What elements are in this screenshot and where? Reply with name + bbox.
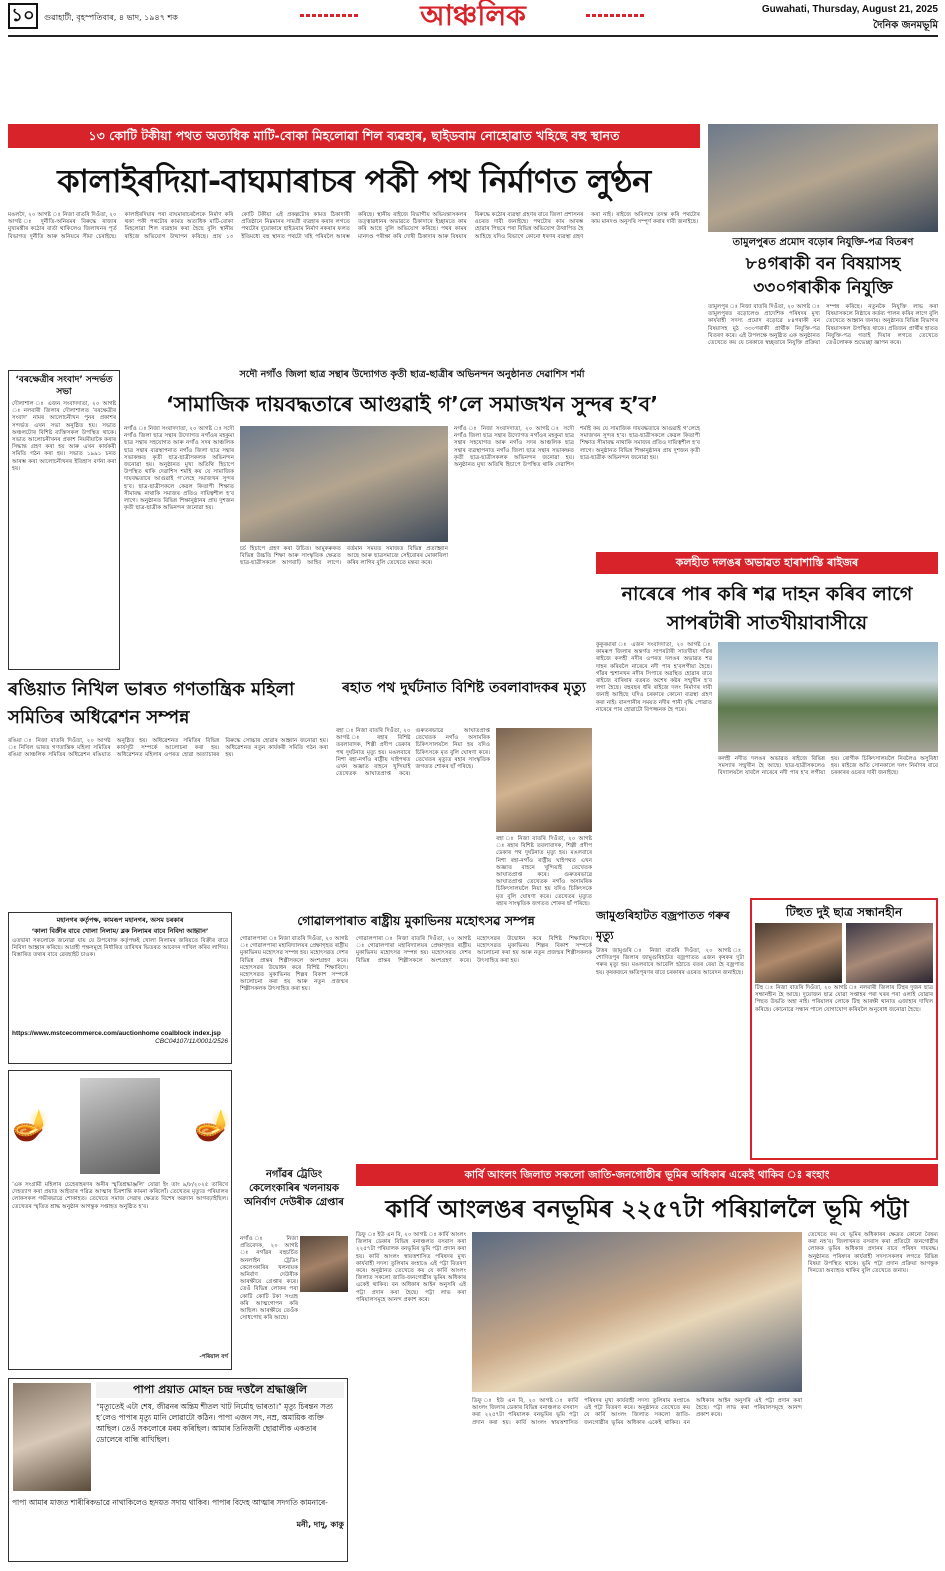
obituary2-sign: মনী, দাদু, কাকু bbox=[296, 1520, 344, 1529]
ornament-rule bbox=[586, 14, 646, 17]
notice-title: মহানগৰ কৰ্তৃপক্ষ, কামৰূপ মহানগৰ, অসম চৰকাৰ bbox=[56, 916, 184, 924]
section-title: আঞ্চলিক bbox=[420, 0, 526, 32]
notice-url[interactable]: https://www.mstcecommerce.com/auctionhome coalblock index.jsp bbox=[12, 1030, 221, 1037]
page-number: ১০ bbox=[8, 3, 38, 29]
mahila-headline: ৰঙিয়াত নিখিল ভাৰত গণতান্ত্ৰিক মহিলা সমিতিৰ অধিৱেশন সম্পন্ন bbox=[8, 679, 295, 728]
accident-body-col2: ৰহা ঃ নিজা বাতৰি দিওঁতা, ২০ আগষ্ট ঃ ৰহাৰ বিশিষ্ট তবলাবাদক, শিল্পী প্ৰদীপ ডেকাৰ পথ দুৰ্ঘটনাত মৃত্যু হয়। মঙলবাৰে নিশা ৰহা-নগাঁও ৰাষ্ট্ৰীয় ঘাইপথত এখন অজ্ঞাত বাহনে খুন্দিয়াই তেখেতক আঘাতপ্ৰাপ্ত কৰে। গুৰুতৰভাৱে আঘাতপ্ৰাপ্ত তেখেতক নগাঁও অসামৰিক চিকিৎসালয়লৈ নিয়া হয় যদিও চিকিৎসকে মৃত বুলি ঘোষণা কৰে। তেখেতৰ মৃত্যুত ৰহাৰ সাংস্কৃতিক জগতত শোকৰ ছাঁ পৰিছে। bbox=[496, 836, 592, 907]
mukabhinay-body: গোৱালপাৰা ঃ নিজা বাতৰি দিওঁতা, ২০ আগষ্ট ঃ গোৱালপাৰা মহাবিদ্যালয়ৰ প্ৰেক্ষাগৃহত ৰাষ্ট্ৰীয় মুকাভিনয় মহোৎসৱ সম্পন্ন হয়। মহোৎসৱত দেশৰ বিভিন্ন প্ৰান্তৰ শিল্পীসকলে অংশগ্ৰহণ কৰে। মহোৎসৱৰ উদ্বোধন কৰে বিশিষ্ট শিক্ষাবিদে। মহোৎসৱত মুকাভিনয় শিল্পৰ বিকাশ সম্পৰ্কে আলোচনা কৰা হয় আৰু নতুন প্ৰজন্মৰ শিল্পীসকলক উৎসাহিত কৰা হয়। bbox=[240, 936, 348, 993]
notice-box bbox=[8, 912, 232, 1064]
notice-ref: CBC04107/11/0001/2526 bbox=[155, 1038, 228, 1045]
obituary-body: ‘এক সংগ্ৰামী মহিলাৰ চেহেৰাহৰণৰ অনীৰ স্মৃতিশ্ৰদ্ধাঞ্জলি’ যোৱা ইং তাং ৯/৮/২০২৫ তাৰিখে দেহত্যাগ কৰা প্ৰয়াত আইতাৰ পৱিত্ৰ আত্মাৰ চিৰশান্তি কামনা কৰিলোঁ। তেখেতৰ মৃত্যুত পৰিয়ালৰ লোকসকল গভীৰভাৱে শোকাহত। তেখেতে সমাজ সেৱাৰ ক্ষেত্ৰত বিশেষ অৱদান আগবঢ়াইছিল। তেখেতৰ স্মৃতিত শ্ৰাদ্ধ অনুষ্ঠান আগন্তুক সপ্তাহত অনুষ্ঠিত হ’ব। bbox=[12, 1182, 228, 1210]
accident-body: ৰহা ঃ নিজা বাতৰি দিওঁতা, ২০ আগষ্ট ঃ ৰহাৰ বিশিষ্ট তবলাবাদক, শিল্পী প্ৰদীপ ডেকাৰ পথ দুৰ্ঘটনাত মৃত্যু হয়। মঙলবাৰে নিশা ৰহা-নগাঁও ৰাষ্ট্ৰীয় ঘাইপথত এখন অজ্ঞাত বাহনে খুন্দিয়াই তেখেতক আঘাতপ্ৰাপ্ত কৰে। গুৰুতৰভাৱে আঘাতপ্ৰাপ্ত তেখেতক নগাঁও অসামৰিক চিকিৎসালয়লৈ নিয়া হয় যদিও চিকিৎসকে মৃত বুলি ঘোষণা কৰে। তেখেতৰ মৃত্যুত ৰহাৰ সাংস্কৃতিক জগতত শোকৰ ছাঁ পৰিছে। bbox=[336, 728, 490, 778]
jamuguri-body: উত্তৰ জামুগুৰি ঃ নিজা বাতৰি দিওঁতা, ২০ আগষ্ট ঃ শোণিতপুৰ জিলাৰ জামুগুৰিহাটত বজ্ৰপাতত এজন কৃষকৰ দুটা গৰুৰ মৃত্যু হয়। মঙলবাৰে আবেলি হঠাতে বতৰ বেয়া হৈ বজ্ৰপাত হয়। কৃষকজনে ক্ষতিপূৰণৰ বাবে চৰকাৰৰ ওচৰত আবেদন জনাইছে। bbox=[596, 948, 744, 976]
obituary-box bbox=[8, 1070, 232, 1370]
missing-headline: টিহুত দুই ছাত্ৰ সন্ধানহীন bbox=[785, 905, 903, 919]
karbi-body: ডিফু ঃ ইউ এন বি, ২০ আগষ্ট ঃ কাৰ্বি আংলং জিলাৰ ডেকাৰ বিভিন্ন বনাঞ্চলত বসবাস কৰা ২২৫৭টা পৰিয়ালক বনভূমিৰ ভূমি পট্টা প্ৰদান কৰা হয়। কাৰ্বি আংলং স্বায়ত্তশাসিত পৰিষদৰ মুখ্য কাৰ্যবাহী সদস্য তুলিৰাম ৰংহাঙে এই পট্টা বিতৰণ কৰে। অনুষ্ঠানত তেখেতে কয় যে কাৰ্বি আংলং জিলাত সকলো জাতি-জনগোষ্ঠীৰ ভূমিৰ অধিকাৰ একেই থাকিব। বন অধিকাৰ আইন অনুসৰি এই পট্টা প্ৰদান কৰা হৈছে। পট্টা লাভ কৰা পৰিয়ালসমূহে আনন্দ প্ৰকাশ কৰে। bbox=[356, 1232, 466, 1303]
paper-name: দৈনিক জনমভূমি bbox=[873, 20, 938, 31]
mukabhinay-headline: গোৱালপাৰাত ৰাষ্ট্ৰীয় মুকাভিনয় মহোৎসৱ সম্পন্ন bbox=[297, 913, 535, 928]
missing-box bbox=[750, 898, 938, 1160]
date-assamese: গুৱাহাটী, বৃহস্পতিবাৰ, ৪ ভাদ, ১৯৪৭ শক bbox=[44, 13, 178, 22]
kalhi-body: কুকুৰমাৰা ঃ এজন সংবাদদাতা, ২০ আগষ্ট ঃ কামৰূপ জিলাৰ অন্তৰ্গত সাপৰটাৰী সাতখীয়া গাঁৱৰ ৰাইজে কলহী নদীৰ ওপৰত দলঙৰ অভাৱত শৱ দাহন কৰিবলৈ নাৰেৰে নদী পাৰ হ’বলগীয়া হৈছে। গাঁৱৰ শ্মশানখন নদীৰ সিপাৰে অৱস্থিত হোৱাৰ বাবে ৰাইজে বাৰিষাৰ বতৰত অশেষ কষ্টৰ সন্মুখীন হ’ব লগা হৈছে। বহুবছৰ ধৰি ৰাইজে দলং নিৰ্মাণৰ দাবী জনাই আহিছে যদিও চৰকাৰে কোনো ব্যৱস্থা গ্ৰহণ কৰা নাই। বানপানীৰ সময়ত নদীৰ পানী বৃদ্ধি পোৱাত নাৰেৰে পাৰ হোৱাটো বিপজ্জনক হৈ পৰে। bbox=[596, 642, 712, 713]
brief-box bbox=[8, 370, 120, 670]
accident-headline: ৰহাত পথ দুৰ্ঘটনাত বিশিষ্ট তবলাবাদকৰ মৃত্যু bbox=[342, 680, 586, 696]
award-photo bbox=[708, 124, 938, 232]
date-english: Guwahati, Thursday, August 21, 2025 bbox=[761, 4, 938, 15]
obituary2-box bbox=[8, 1378, 348, 1562]
student-photo bbox=[755, 923, 842, 983]
father-photo bbox=[13, 1383, 91, 1491]
lamp-icon: 🪔 bbox=[12, 1108, 50, 1143]
notice-body: এতদ্বাৰা সকলোকে জনোৱা যায় যে উপৰোক্ত কৰ্তৃপক্ষই খোলা নিলামৰ জৰিয়তে বিক্ৰীৰ বাবে নিবিদা আহ্বান কৰিছে। আগ্ৰহী পক্ষসমূহে নিৰ্ধাৰিত তাৰিখৰ ভিতৰত আবেদন দাখিল কৰিব লাগিব। বিস্তাৰিত তথ্যৰ বাবে ৱেবছাইট চাওক। bbox=[12, 938, 228, 959]
second-body: নগাঁও ঃ নিজা সংবাদদাতা, ২০ আগষ্ট ঃ সদৌ নগাঁও জিলা ছাত্ৰ সন্থাৰ উদ্যোগত নগাঁওৰ মহকুমা ছাত্ৰ সন্থাৰ সহযোগত আৰু নগাঁও সদৰ আঞ্চলিক ছাত্ৰ সন্থাৰ ব্যৱস্থাপনাত নগাঁও জিলা ছাত্ৰ সন্থাৰ সভাকক্ষত কৃতী ছাত্ৰ-ছাত্ৰীসকলক অভিনন্দন জনোৱা হয়। অনুষ্ঠানত মুখ্য অতিথি হিচাপে উপস্থিত থাকি দেৱাশিস শৰ্মাই কয় যে সামাজিক দায়বদ্ধতাৰে আগুৱাই গ’লেহে সমাজখন সুন্দৰ হ’ব। ছাত্ৰ-ছাত্ৰীসকলে কেৱল কিতাপী শিক্ষাত সীমাবদ্ধ নাথাকি সমাজৰ প্ৰতিও দায়িত্বশীল হ’ব লাগে। অনুষ্ঠানত বিভিন্ন শিক্ষানুষ্ঠানৰ প্ৰায় দুশজন কৃতী ছাত্ৰ-ছাত্ৰীক অভিনন্দন জনোৱা হয়। bbox=[124, 426, 234, 512]
karbi-headline: কাৰ্বি আংলঙৰ বনভূমিৰ ২২৫৭টা পৰিয়াললৈ ভূমি পট্টা bbox=[385, 1195, 909, 1223]
second-body-col2: চৰ্চ হিচাপে গ্ৰহণ কৰা উচিত। আমুকৰুকত বিভিন্ন উচ্চতি শিক্ষা আৰু সাংস্কৃতিক ক্ষেত্ৰত ছাত্ৰ-ছাত্ৰীসকলে আগবাঢ়ি আহিব লাগে। বৰ্তমান সময়ত সমাজত বিভিন্ন প্ৰত্যাহ্বান আছে আৰু ছাত্ৰসমাজে সেইবোৰৰ মোকাবিলা কৰিব লাগিব বুলি তেখেতে মন্তব্য কৰে। bbox=[240, 546, 448, 567]
karbi-body-col2: ডিফু ঃ ইউ এন বি, ২০ আগষ্ট ঃ কাৰ্বি আংলং জিলাৰ ডেকাৰ বিভিন্ন বনাঞ্চলত বসবাস কৰা ২২৫৭টা পৰিয়ালক বনভূমিৰ ভূমি পট্টা প্ৰদান কৰা হয়। কাৰ্বি আংলং স্বায়ত্তশাসিত পৰিষদৰ মুখ্য কাৰ্যবাহী সদস্য তুলিৰাম ৰংহাঙে এই পট্টা বিতৰণ কৰে। অনুষ্ঠানত তেখেতে কয় যে কাৰ্বি আংলং জিলাত সকলো জাতি-জনগোষ্ঠীৰ ভূমিৰ অধিকাৰ একেই থাকিব। বন অধিকাৰ আইন অনুসৰি এই পট্টা প্ৰদান কৰা হৈছে। পট্টা লাভ কৰা পৰিয়ালসমূহে আনন্দ প্ৰকাশ কৰে। bbox=[472, 1398, 802, 1426]
top-right-body: তামুলপুৰ ঃ নিজা বাতৰি দিওঁতা, ২০ আগষ্ট ঃ তামুলপুৰত বড়োলেণ্ড প্ৰাদেশিক পৰিষদৰ মুখ্য কাৰ্যবাহী সদস্য প্ৰমোদ বড়োৱে ৮৪গৰাকী বন বিষয়াসহ মুঠ ৩৩০গৰাকী প্ৰাৰ্থীক নিযুক্তি-পত্ৰ বিতৰণ কৰে। এই উপলক্ষে অনুষ্ঠিত এক অনুষ্ঠানত তেখেতে কয় যে চৰকাৰে স্বচ্ছতাৰে নিযুক্তি প্ৰক্ৰিয়া সম্পন্ন কৰিছে। নতুনকৈ নিযুক্তি লাভ কৰা বিষয়াসকলে নিষ্ঠাৰে কৰ্তব্য পালন কৰিব লাগে বুলি তেখেতে আহ্বান জনায়। অনুষ্ঠানত বিভিন্ন বিভাগৰ বিষয়াসকল উপস্থিত থাকে। প্ৰতিজন প্ৰাৰ্থীৰ হাতত নিযুক্তি-পত্ৰ গতাই দিয়াৰ লগতে তেখেতে তেওঁলোকক শুভেচ্ছা জ্ঞাপন কৰে। bbox=[708, 304, 938, 347]
mahila-body: ৰঙিয়া ঃ নিজা বাতৰি দিওঁতা, ২০ আগষ্ট ঃ নিখিল ভাৰত গণতান্ত্ৰিক মহিলা সমিতিৰ ৰঙিয়া আঞ্চলিক সমিতিৰ অধিৱেশন ৰঙিয়াত অনুষ্ঠিত হয়। অধিৱেশনত সমিতিৰ বিভিন্ন কাৰ্যসূচী সম্পৰ্কে আলোচনা কৰা হয়। অধিৱেশনত মহিলাৰ ওপৰত হোৱা অত্যাচাৰৰ বিৰুদ্ধে সোচ্চাৰ হোৱাৰ আহ্বান জনোৱা হয়। অধিৱেশনত নতুন কাৰ্যকৰী সমিতি গঠন কৰা হয়। bbox=[8, 738, 328, 759]
patta-photo bbox=[472, 1232, 802, 1392]
lead-kicker: ১৩ কোটি টকীয়া পথত অত্যধিক মাটি-বোকা মিহলোৱা শিল ব্যৱহাৰ, ছাইডবাম নোহোৱাত খহিছে বহু স্থানত bbox=[8, 124, 700, 148]
obituary2-footer: পাপা আমাৰ মাজত শাৰীৰিকভাৱে নাথাকিলেও হৃদয়ত সদায় থাকিব। পাপাৰ বিদেহ আত্মাৰ সদগতি কামনাৰে- bbox=[12, 1498, 328, 1507]
obituary2-body: “মৃত্যুতেই এটা শেষ, জীৱনৰ অন্তিম শীতল খাট নিৰ্মোহ ভাৰতা।” মৃত্যু চিৰন্তন সত্য হ’লেও পাপাৰ মৃত্যু মানি লোৱাটো কঠিন। পাপা এজন সৎ, নম্ৰ, অমায়িক ব্যক্তি আছিল। তেওঁ সকলোৰে মৰম কৰিছিল। আমাৰ তিনিজনী ছোৱালীক একতাৰ ডোলেৰে বান্ধি ৰাখিছিল। bbox=[96, 1402, 333, 1444]
accused-photo bbox=[300, 1236, 348, 1292]
karbi-body-col3: তেখেতে কয় যে ভূমিৰ অধিকাৰৰ ক্ষেত্ৰত কোনো বৈষম্য কৰা নহ’ব। জিলাখনত বসবাস কৰা প্ৰতিটো জনগোষ্ঠীৰ লোকক ভূমিৰ অধিকাৰ প্ৰদানৰ বাবে পৰিষদ দায়বদ্ধ। অনুষ্ঠানত পৰিষদৰ কাৰ্যবাহী সদস্যসকলৰ লগতে বিভিন্ন বিষয়া উপস্থিত থাকে। ভূমি পট্টা প্ৰদান প্ৰক্ৰিয়া আগন্তুক দিনতো অব্যাহত থাকিব বুলি তেখেতে জনায়। bbox=[808, 1232, 938, 1275]
second-headline: ‘সামাজিক দায়বদ্ধতাৰে আগুৱাই গ’লে সমাজখন সুন্দৰ হ’ব’ bbox=[165, 392, 659, 416]
portrait-photo bbox=[80, 1078, 160, 1174]
notice-subtitle: ‘কালা বিক্ৰীৰ বাবে খোলা নিলাম/ ব্লক নিলামৰ বাবে নিবিদা আহ্বান’ bbox=[31, 927, 209, 935]
brief-body: দৌলাশাল ঃ এজন সংবাদদাতা, ২০ আগষ্ট ঃ নলবাৰী জিলাৰ দৌলাশালত ‘বৰক্ষেত্ৰীৰ সংবাদ’ নামৰ আলোচনীখন পুনৰ প্ৰকাশৰ সন্দৰ্ভত এখন সভা অনুষ্ঠিত হয়। সভাত অঞ্চলটোৰ বিশিষ্ট ব্যক্তিসকল উপস্থিত থাকে। সভাত আলোচনীখনৰ প্ৰকাশ নিয়মীয়াকৈ কৰাৰ সিদ্ধান্ত গ্ৰহণ কৰা হয় আৰু এখন কাৰ্যকৰী সমিতি গঠন কৰা হয়। সভাত ১৯৯১ চনত আৰম্ভ কৰা আলোচনীখনৰ ইতিহাস বৰ্ণনা কৰা হয়। bbox=[12, 401, 116, 472]
kalhi-body-col2: কলহী নদীত দলঙৰ অভাৱত ৰাইজে বিভিন্ন সমস্যাৰ সন্মুখীন হৈ আছে। ছাত্ৰ-ছাত্ৰীসকলেও বিদ্যালয়লৈ যাবলৈ নাৰেৰে নদী পাৰ হ’ব লগীয়া হয়। ৰোগীক চিকিৎসালয়লৈ নিবলৈও অসুবিধা হয়। ৰাইজে অতি সোনকালে দলং নিৰ্মাণৰ বাবে চৰকাৰৰ ওচৰত দাবী জনাইছে। bbox=[718, 756, 938, 777]
lamp-icon: 🪔 bbox=[194, 1108, 232, 1143]
second-body-col3: নগাঁও ঃ নিজা সংবাদদাতা, ২০ আগষ্ট ঃ সদৌ নগাঁও জিলা ছাত্ৰ সন্থাৰ উদ্যোগত নগাঁওৰ মহকুমা ছাত্ৰ সন্থাৰ সহযোগত আৰু নগাঁও সদৰ আঞ্চলিক ছাত্ৰ সন্থাৰ ব্যৱস্থাপনাত নগাঁও জিলা ছাত্ৰ সন্থাৰ সভাকক্ষত কৃতী ছাত্ৰ-ছাত্ৰীসকলক অভিনন্দন জনোৱা হয়। অনুষ্ঠানত মুখ্য অতিথি হিচাপে উপস্থিত থাকি দেৱাশিস শৰ্মাই কয় যে সামাজিক দায়বদ্ধতাৰে আগুৱাই গ’লেহে সমাজখন সুন্দৰ হ’ব। ছাত্ৰ-ছাত্ৰীসকলে কেৱল কিতাপী শিক্ষাত সীমাবদ্ধ নাথাকি সমাজৰ প্ৰতিও দায়িত্বশীল হ’ব লাগে। অনুষ্ঠানত বিভিন্ন শিক্ষানুষ্ঠানৰ প্ৰায় দুশজন কৃতী ছাত্ৰ-ছাত্ৰীক অভিনন্দন জনোৱা হয়। bbox=[454, 426, 700, 469]
student-photo bbox=[846, 923, 933, 983]
musician-photo bbox=[496, 728, 592, 832]
karbi-kicker: কাৰ্বি আংলং জিলাত সকলো জাতি-জনগোষ্ঠীৰ ভূমিৰ অধিকাৰ একেই থাকিব ঃ ৰংহাং bbox=[356, 1164, 938, 1186]
obituary-sign: -পৰিয়াল বৰ্গ bbox=[199, 1354, 228, 1360]
trading-body: নগাঁও ঃ নিজা প্ৰতিবেদক, ২০ আগষ্ট ঃ নগাঁৱৰ বহুচৰ্চিত অনলাইন ট্ৰেডিং কেলেংকাৰিৰ খলনায়ক অনিৰ্বাণ দেউৰীক আৰক্ষীয়ে গ্ৰেপ্তাৰ কৰে। তেওঁ বিভিন্ন লোকৰ পৰা কোটি কোটি টকা সংগ্ৰহ কৰি আত্মগোপন কৰি আছিল। আৰক্ষীয়ে তেওঁক সোধপোছ কৰি আছে। bbox=[240, 1236, 298, 1322]
trading-headline: নগাঁৱৰ ট্ৰেডিং কেলেংকাৰিৰ খলনায়ক অনিৰ্বাণ দেউৰীক গ্ৰেপ্তাৰ bbox=[244, 1169, 344, 1208]
second-kicker: সদৌ নগাঁও জিলা ছাত্ৰ সন্থাৰ উদ্যোগত কৃতী ছাত্ৰ-ছাত্ৰীৰ অভিনন্দন অনুষ্ঠানত দেৱাশিস শৰ্মা bbox=[239, 369, 585, 380]
brief-title: ‘বৰক্ষেত্ৰীৰ সংবাদ’ সন্দৰ্ভত সভা bbox=[15, 375, 113, 397]
masthead bbox=[0, 0, 945, 34]
top-right-headline: ৮৪গৰাকী বন বিষয়াসহ ৩৩০গৰাকীক নিযুক্তি bbox=[745, 254, 901, 298]
event-photo bbox=[240, 426, 448, 542]
obituary2-title: পাপা প্ৰয়াত মোহন চন্দ্ৰ দত্তলৈ শ্ৰদ্ধাঞ্জলি bbox=[96, 1382, 344, 1398]
kalhi-kicker: কলহীত দলঙৰ অভাৱত হাৰাশাস্তি ৰাইজৰ bbox=[596, 552, 938, 574]
masthead-rule bbox=[8, 35, 938, 37]
kalhi-headline: নাৰেৰে পাৰ কৰি শৱ দাহন কৰিব লাগে সাপৰটাৰী সাতখীয়াবাসীয়ে bbox=[621, 583, 913, 634]
lead-body: মঙলদৈ, ২০ আগষ্ট ঃ নিজা বাতৰি দিওঁতা, ২০ আগষ্ট ঃ দুৰ্নীতি-অনিয়মৰ বিৰুদ্ধে ৰাজ্যৰ মুখ্যমন্ত্ৰীৰ কঠোৰ বাৰ্তা থাকিলেও জিলাখনৰ পূৰ্ত বিভাগত দুৰ্নীতি আৰু অনিয়মে সীমা চেৰাইছে। কালাইৰদিয়াৰ পৰা বাঘমাৰাচৰলৈকে নিৰ্মাণ কৰি থকা পকী পথটোৰ কামত অত্যধিক মাটি-বোকা মিহলোৱা শিল ব্যৱহাৰ কৰা হৈছে বুলি স্থানীয় ৰাইজে অভিযোগ উত্থাপন কৰিছে। প্ৰায় ১৩ কোটি টকীয়া এই প্ৰকল্পটোৰ কামত ঠিকাদাৰী প্ৰতিষ্ঠানে নিম্নমানৰ সামগ্ৰী ব্যৱহাৰ কৰাৰ লগতে পথটোৰ দুয়োকাষে ছাইডবাম নিৰ্মাণ নকৰাৰ ফলত ইতিমধ্যে বহু স্থানত পথটো খহি পৰিবলৈ আৰম্ভ কৰিছে। স্থানীয় ৰাইজে বিভাগীয় অভিযন্তাসকলৰ তত্ত্বাৱধানৰ অভাৱতে ঠিকাদাৰে ইচ্ছামতে কাম কৰি আছে বুলি অভিযোগ কৰিছে। পথৰ কামৰ মানদণ্ড পৰীক্ষা কৰি দোষী ঠিকাদাৰ আৰু বিষয়াৰ বিৰুদ্ধে কঠোৰ ব্যৱস্থা গ্ৰহণৰ বাবে জিলা প্ৰশাসনৰ ওচৰত দাবী জনাইছে। পথটোৰ কাম আৰম্ভ হোৱাৰ পিছৰে পৰা বিভিন্ন অভিযোগ উত্থাপিত হৈ আহিছে যদিও বিভাগে কোনো ধৰণৰ ব্যৱস্থা গ্ৰহণ কৰা নাই। ৰাইজে অবিলম্বে তদন্ত কৰি পথটোৰ কাম মানদণ্ড অনুসৰি সম্পূৰ্ণ কৰাৰ দাবী জনাইছে। bbox=[8, 212, 700, 240]
mukabhinay-body-col2: গোৱালপাৰা ঃ নিজা বাতৰি দিওঁতা, ২০ আগষ্ট ঃ গোৱালপাৰা মহাবিদ্যালয়ৰ প্ৰেক্ষাগৃহত ৰাষ্ট্ৰীয় মুকাভিনয় মহোৎসৱ সম্পন্ন হয়। মহোৎসৱত দেশৰ বিভিন্ন প্ৰান্তৰ শিল্পীসকলে অংশগ্ৰহণ কৰে। মহোৎসৱৰ উদ্বোধন কৰে বিশিষ্ট শিক্ষাবিদে। মহোৎসৱত মুকাভিনয় শিল্পৰ বিকাশ সম্পৰ্কে আলোচনা কৰা হয় আৰু নতুন প্ৰজন্মৰ শিল্পীসকলক উৎসাহিত কৰা হয়। bbox=[356, 936, 592, 964]
missing-body: টিহু ঃ নিজা বাতৰি দিওঁতা, ২০ আগষ্ট ঃ নলবাৰী জিলাৰ টিহুৰ দুজন ছাত্ৰ সন্ধানহীন হৈ আছে। দুয়োজন ছাত্ৰ যোৱা সপ্তাহৰ পৰা ঘৰৰ পৰা ওলাই যোৱাৰ পিছত উভতি অহা নাই। পৰিয়ালৰ লোকে টিহু আৰক্ষী থানাত এজাহাৰ দাখিল কৰিছে। কোনোৱে সন্ধান পালে যোগাযোগ কৰিবলৈ অনুৰোধ জনোৱা হৈছে। bbox=[755, 985, 933, 1013]
ornament-rule bbox=[300, 14, 360, 17]
river-photo bbox=[718, 642, 938, 752]
jamuguri-headline: জামুগুৰিহাটত বজ্ৰপাতত গৰুৰ মৃত্যু bbox=[596, 909, 730, 942]
top-right-caption: তামুলপুৰত প্ৰমোদ বড়োৰ নিযুক্তি-পত্ৰ বিতৰণ bbox=[732, 237, 914, 248]
lead-headline: কালাইৰদিয়া-বাঘমাৰাচৰ পকী পথ নিৰ্মাণত লুণ্ঠন bbox=[57, 162, 651, 200]
